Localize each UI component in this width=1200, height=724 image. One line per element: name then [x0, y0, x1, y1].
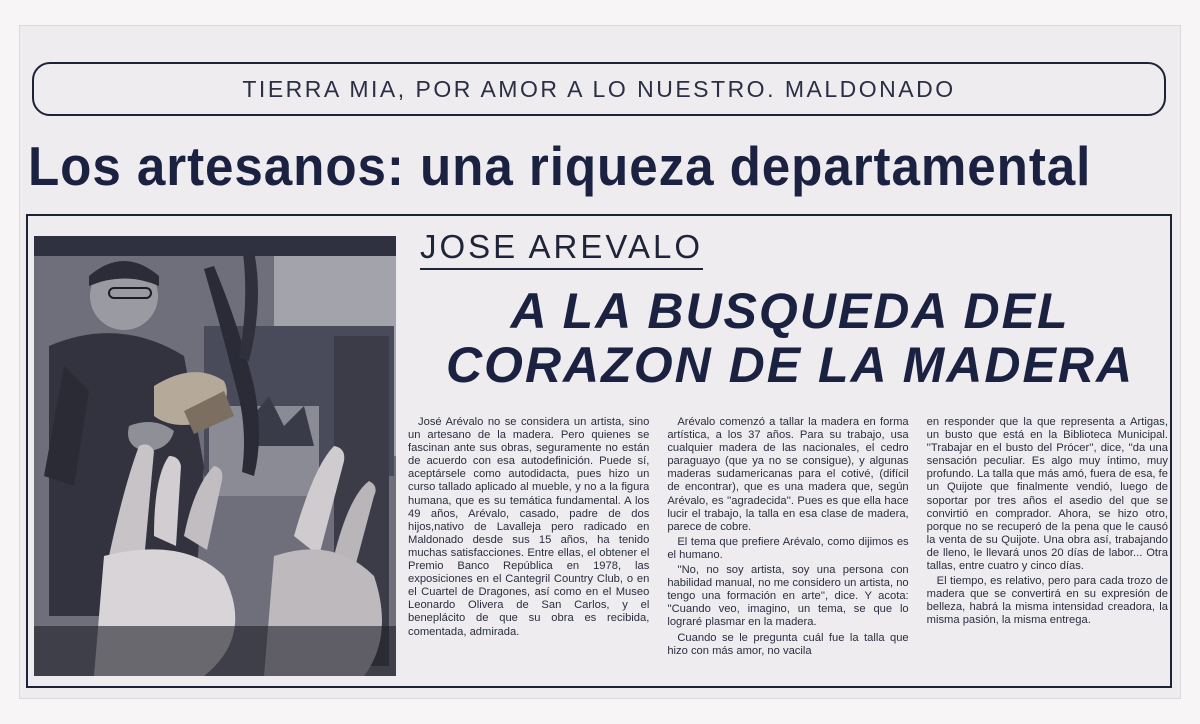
article-column-3: [927, 416, 1168, 676]
section-banner: [32, 62, 1166, 116]
article-title: [420, 284, 1160, 392]
paragraph: José Arévalo no se considera un artista, sino un artesano de la madera. Pero quienes se fascinan ante sus obras, seguramente no están de acuerdo con esa autodefinición. Puede sí, aceptársele como autodidacta, pues hizo un curso tallado aplicado al mueble, y no a la figura humana, que es su temática fundamental. A los 49 años, Arévalo, casado, padre de dos hijos,nativo de Lavalleja pero radicado en Maldonado desde sus 15 años, ha tenido muchas satisfacciones. Entre ellas, el obtener el Premio Banco República en 1978, las exposiciones en el Cantegril Country Club, o en el Cuartel de Dragones, así como en el Museo Leonardo Olivera de San Carlos, y el beneplácito de que su obra es recibida, comentada, admirada.: [408, 416, 650, 638]
article-title-line-2: CORAZON DE LA MADERA: [445, 337, 1135, 393]
article-column-1: [408, 416, 649, 676]
article-body: [408, 416, 1168, 676]
paragraph: ''No, no soy artista, soy una persona con habilidad manual, no me considero un artista, no tengo una formación en arte'', dice. Y acota: ''Cuando veo, imagino, un tema, se que lo lograré plasmar en la madera.: [667, 564, 909, 629]
author-byline: JOSE AREVALO: [420, 228, 703, 270]
article-title-line-1: A LA BUSQUEDA DEL: [510, 283, 1070, 339]
section-banner-text: TIERRA MIA, POR AMOR A LO NUESTRO. MALDONADO: [242, 75, 956, 102]
paragraph: El tema que prefiere Arévalo, como dijimos es el humano.: [667, 535, 909, 561]
paragraph: en responder que la que representa a Artigas, un busto que está en la Biblioteca Municipal. ''Trabajar en el busto del Prócer'', dice, ''da una sensación peculiar. Es algo muy íntimo, muy profundo. La talla que más amó, fuera de esa, fe un Quijote que finalmente vendió, luego de soportar por tres años el asedio del que se convirtió en comprador. Ahora, se hizo otro, porque no se recuperó de la pena que le causó la venta de su Quijote. Una obra así, trabajando de lleno, le llevará unos 20 días de labor... Otra tallas, entre cuatro y cinco días.: [926, 416, 1168, 573]
paragraph: Arévalo comenzó a tallar la madera en forma artística, a los 37 años. Para su trabajo, usa cualquier madera de las nacionales, el cedro paraguayo (que ya no se consigue), y algunas maderas sudamericanas para el cotivé, (difícil de encontrar), que es una madera que, según Arévalo, es ''agradecida''. Pues es que ella hace lucir el trabajo, la talla en esa clase de madera, parece de cobre.: [667, 416, 909, 533]
paragraph: El tiempo, es relativo, pero para cada trozo de madera que se convertirá en su expresión de belleza, habrá la misma intensidad creadora, la misma pasión, la misma entrega.: [926, 575, 1168, 627]
artisan-photo: [34, 236, 396, 676]
artisan-photo-illustration: [34, 236, 396, 676]
page-headline: Los artesanos: una riqueza departamental: [28, 135, 1092, 197]
article-column-2: [667, 416, 908, 676]
paragraph: Cuando se le pregunta cuál fue la talla que hizo con más amor, no vacila: [667, 631, 909, 657]
